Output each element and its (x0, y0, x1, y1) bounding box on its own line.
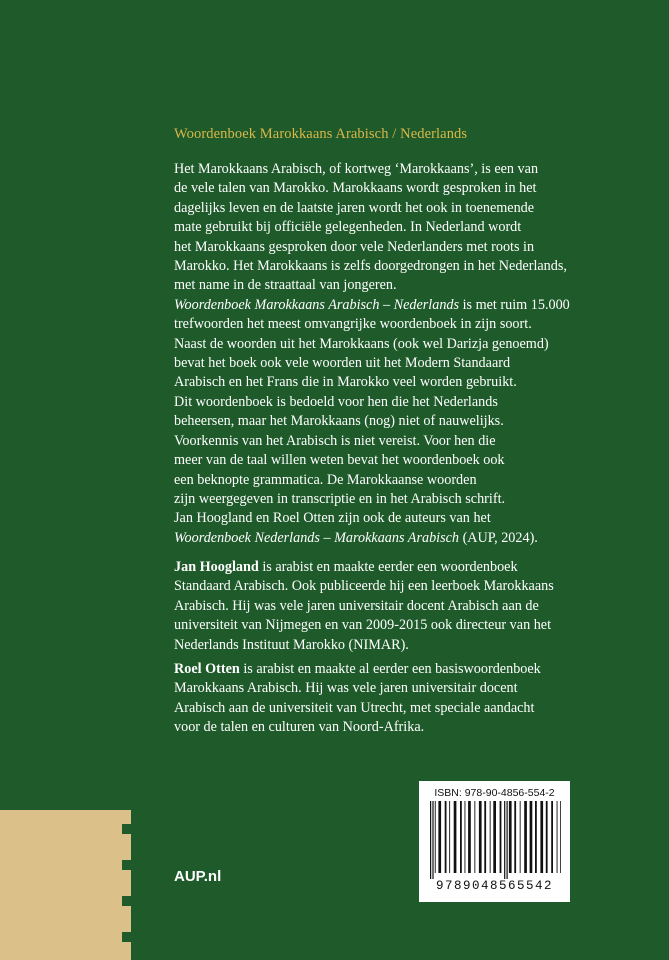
description-line: het Marokkaans gesproken door vele Nederlanders met roots in (174, 238, 535, 255)
barcode-bar (465, 801, 466, 873)
barcode-bar (560, 801, 561, 873)
barcode-bar (504, 801, 505, 879)
isbn-label: ISBN: 978-90-4856-554-2 (434, 787, 555, 799)
barcode-bar (479, 801, 482, 873)
description-line: meer van de taal willen weten bevat het woordenboek ook (174, 452, 505, 469)
barcode-bar (438, 801, 441, 873)
barcode-bar (445, 801, 447, 873)
bio-otten-line: Arabisch aan de universiteit van Utrecht, met speciale aandacht (174, 699, 535, 716)
barcode-bar (500, 801, 502, 873)
barcode-bar (432, 801, 433, 879)
bio-hoogland-line: Standaard Arabisch. Ook publiceerde hij een leerboek Marokkaans (174, 578, 554, 595)
bio-otten-line: Marokkaans Arabisch. Hij was vele jaren universitair docent (174, 680, 518, 697)
bio-otten-line: Roel Otten is arabist en maakte al eerder een basiswoordenboek (174, 661, 541, 677)
barcode-digits: 9789048565542 (435, 879, 554, 893)
description-line: Jan Hoogland en Roel Otten zijn ook de auteurs van het (174, 510, 491, 527)
description-line: beheersen, maar het Marokkaans (nog) niet of nauwelijks. (174, 413, 504, 430)
barcode-bar (460, 801, 462, 873)
barcode (419, 781, 570, 902)
bio-otten-line: voor de talen en culturen van Noord-Afrika. (174, 719, 425, 736)
description-line: Woordenboek Marokkaans Arabisch – Nederlands is met ruim 15.000 (174, 296, 570, 313)
description-line: dagelijks leven en de laatste jaren wordt het ook in toenemende (174, 199, 535, 216)
barcode-bar (493, 801, 496, 873)
barcode-bar (449, 801, 450, 873)
barcode-bar (530, 801, 533, 873)
description-line: Marokko. Het Marokkaans is zelfs doorgedrongen in het Nederlands, (174, 258, 567, 275)
description-text (174, 160, 570, 548)
barcode-bar (540, 801, 543, 873)
barcode-bar (474, 801, 475, 873)
bio-hoogland-line: universiteit van Nijmegen en van 2009-2015 ook directeur van het (174, 617, 552, 634)
barcode-bar (454, 801, 457, 873)
barcode-bar (509, 801, 512, 873)
series-title: Woordenboek Marokkaans Arabisch / Nederlands (174, 126, 468, 142)
bio-otten (174, 660, 554, 738)
description-line: bevat het boek ook vele woorden uit het Modern Standaard (174, 355, 511, 372)
barcode-bar (551, 801, 553, 873)
barcode-bar (490, 801, 491, 873)
description-line: trefwoorden het meest omvangrijke woordenboek in zijn soort. (174, 316, 532, 333)
bio-hoogland-line: Nederlands Instituut Marokko (NIMAR). (174, 636, 409, 653)
description-line: de vele talen van Marokko. Marokkaans wordt gesproken in het (174, 180, 537, 197)
publisher-url: AUP.nl (174, 868, 222, 885)
description-line: een beknopte grammatica. De Marokkaanse woorden (174, 471, 477, 488)
description-line: Voorkennis van het Arabisch is niet vereist. Voor hen die (174, 432, 496, 449)
barcode-bar (524, 801, 527, 873)
barcode-bar (546, 801, 548, 873)
description-line: Woordenboek Nederlands – Marokkaans Arabisch (AUP, 2024). (174, 529, 538, 546)
description-line: Arabisch en het Frans die in Marokko veel worden gebruikt. (174, 374, 517, 391)
barcode-bar (484, 801, 486, 873)
barcode-bar (557, 801, 558, 873)
book-title-italic: Woordenboek Marokkaans Arabisch – Nederlands (174, 296, 460, 313)
barcode-bar (430, 801, 431, 879)
barcode-bar (435, 801, 436, 873)
description-line: Het Marokkaans Arabisch, of kortweg ‘Marokkaans’, is een van (174, 161, 539, 177)
barcode-bar (535, 801, 537, 873)
description-line: met name in de straattaal van jongeren. (174, 277, 397, 294)
author-name-otten: Roel Otten (174, 661, 240, 677)
description-line: Naast de woorden uit het Marokkaans (ook wel Darizja genoemd) (174, 335, 549, 352)
barcode-bar (520, 801, 521, 873)
decorative-tab (0, 810, 131, 960)
barcode-bar (468, 801, 471, 873)
book-title-italic: Woordenboek Nederlands – Marokkaans Arabisch (174, 529, 460, 546)
description-line: zijn weergegeven in transcriptie en in het Arabisch schrift. (174, 490, 506, 507)
bio-hoogland (174, 558, 554, 655)
barcode-bar (514, 801, 516, 873)
description-line: Dit woordenboek is bedoeld voor hen die het Nederlands (174, 393, 498, 410)
bio-hoogland-line: Jan Hoogland is arabist en maakte eerder een woordenboek (174, 559, 518, 575)
barcode-bars (428, 801, 561, 879)
author-name-hoogland: Jan Hoogland (174, 559, 259, 575)
barcode-bar (507, 801, 508, 879)
description-line: mate gebruikt bij officiële gelegenheden. In Nederland wordt (174, 219, 522, 236)
bio-hoogland-line: Arabisch. Hij was vele jaren universitair docent Arabisch aan de (174, 597, 539, 614)
